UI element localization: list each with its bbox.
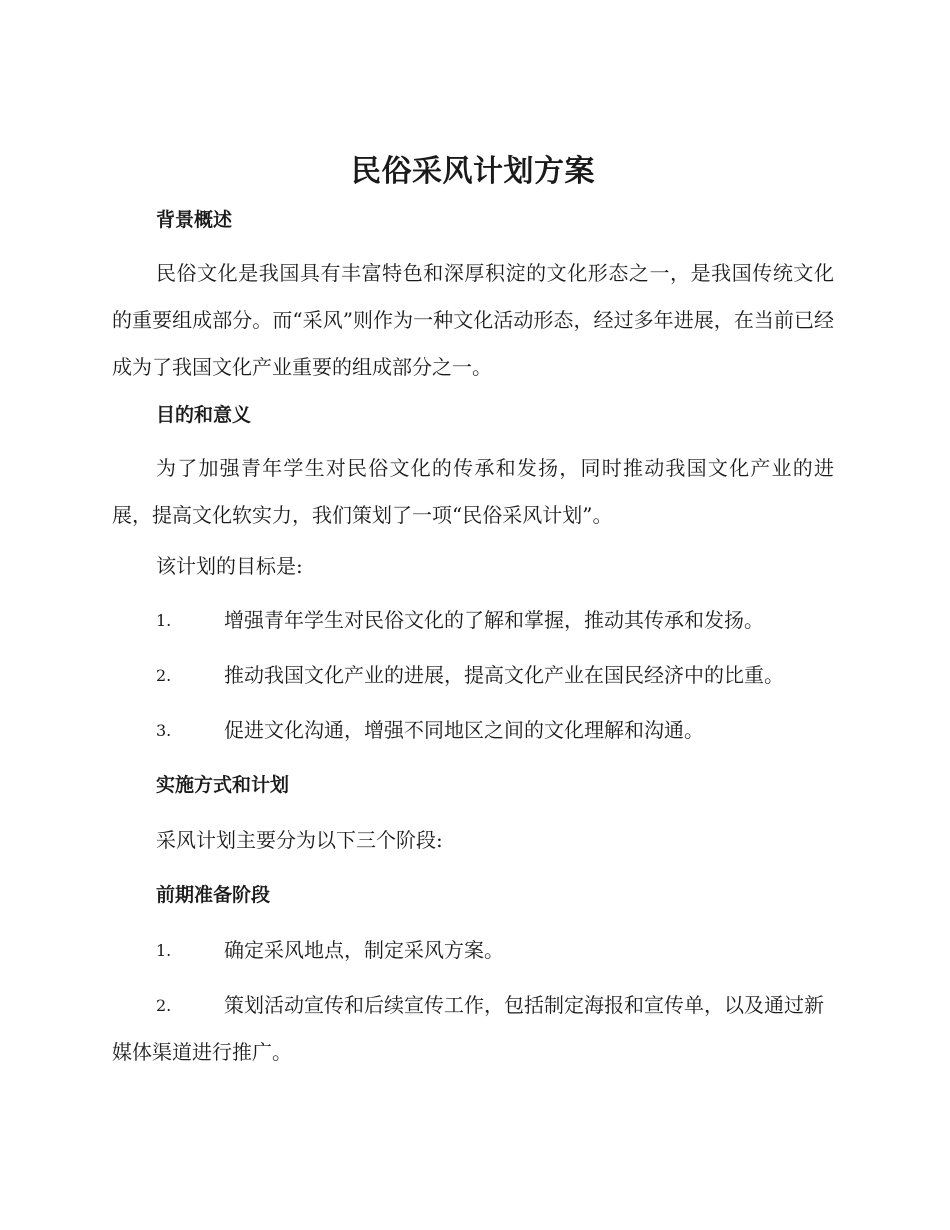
document-title: 民俗采风计划方案	[351, 154, 595, 189]
list-number: 3.	[156, 721, 172, 740]
phase-heading-preparation: 前期准备阶段	[156, 884, 271, 906]
list-item-text: 增强青年学生对民俗文化的了解和掌握，推动其传承和发扬。	[224, 608, 764, 632]
section-heading-implementation: 实施方式和计划	[156, 774, 290, 796]
section-heading-background: 背景概述	[156, 209, 233, 231]
list-item-text: 促进文化沟通，增强不同地区之间的文化理解和沟通。	[224, 718, 704, 742]
purpose-paragraph: 为了加强青年学生对民俗文化的传承和发扬，同时推动我国文化产业的进展，提高文化软实力，我们策划了一项“民俗采风计划”。	[112, 456, 834, 527]
list-item-text: 确定采风地点，制定采风方案。	[224, 938, 504, 962]
goal-item-1	[112, 597, 834, 644]
section-heading-purpose: 目的和意义	[156, 404, 252, 426]
goals-intro: 该计划的目标是:	[156, 554, 303, 578]
implementation-intro: 采风计划主要分为以下三个阶段:	[156, 828, 443, 852]
phase1-item-1	[112, 927, 834, 974]
list-item-text: 策划活动宣传和后续宣传工作，包括制定海报和宣传单，以及通过新媒体渠道进行推广。	[112, 993, 824, 1064]
list-number: 2.	[156, 996, 172, 1015]
background-paragraph: 民俗文化是我国具有丰富特色和深厚积淀的文化形态之一，是我国传统文化的重要组成部分。而“采风”则作为一种文化活动形态，经过多年进展，在当前已经成为了我国文化产业重要的组成部分之一。	[112, 261, 834, 379]
goal-item-3	[112, 707, 834, 754]
list-number: 1.	[156, 611, 172, 630]
list-number: 1.	[156, 941, 172, 960]
list-item-text: 推动我国文化产业的进展，提高文化产业在国民经济中的比重。	[224, 663, 784, 687]
list-number: 2.	[156, 666, 172, 685]
goal-item-2	[112, 652, 834, 699]
phase1-item-2	[112, 982, 834, 1076]
